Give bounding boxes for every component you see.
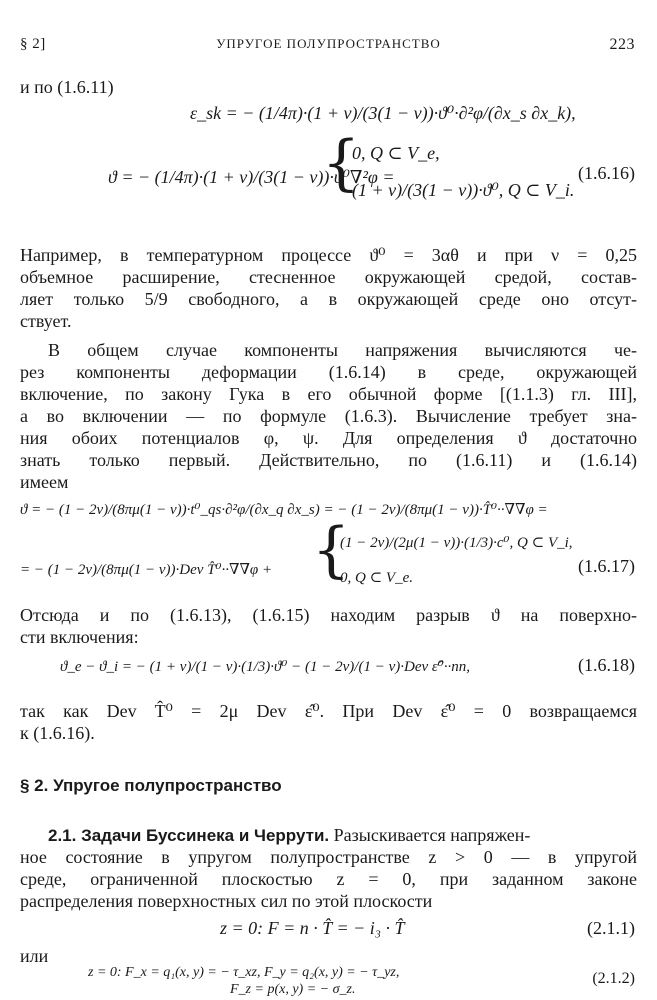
equation-boundary-components-line2: F_z = p(x, y) = − σ_z. <box>230 982 356 997</box>
equation-esk: ε_sk = − (1/4π)·(1 + ν)/(3(1 − ν))·ϑ⁰·∂²φ/(∂x_s ∂x_k), <box>190 103 576 123</box>
equation-number: (1.6.18) <box>578 655 635 675</box>
paragraph-line: объемное расширение, стесненное окружающей средой, состав- <box>20 267 637 287</box>
paragraph-line: к (1.6.16). <box>20 723 95 743</box>
paragraph-line: распределения поверхностных сил по этой плоскости <box>20 891 433 911</box>
equation-number: (1.6.17) <box>578 556 635 576</box>
paragraph-line: В общем случае компоненты напряжения вычисляются че- <box>48 340 637 360</box>
page-number: 223 <box>609 36 635 53</box>
equation-number: (2.1.1) <box>587 918 635 938</box>
paragraph-line: Например, в температурном процессе ϑ⁰ = 3αθ и при ν = 0,25 <box>20 245 637 265</box>
paragraph-line: ния обоих потенциалов φ, ψ. Для определения ϑ достаточно <box>20 428 637 448</box>
equation-number: (1.6.16) <box>578 163 635 183</box>
paragraph-line: среде, ограниченной плоскостью z = 0, при заданном законе <box>20 869 637 889</box>
paragraph-line: так как Dev T̂⁰ = 2μ Dev ε̂⁰. При Dev ε̂⁰ = 0 возвращаемся <box>20 701 637 721</box>
equation-theta-case-inside: (1 + ν)/(3(1 − ν))·ϑ⁰, Q ⊂ V_i. <box>352 180 575 200</box>
running-title: УПРУГОЕ ПОЛУПРОСТРАНСТВО <box>216 36 441 51</box>
equation-boundary-components-line1: z = 0: F_x = q₁(x, y) = − τ_xz, F_y = q₂(x, y) = − τ_yz, <box>88 965 400 980</box>
paragraph-line: ное состояние в упругом полупространстве z > 0 — в упругой <box>20 847 637 867</box>
paragraph-line: включение, по закону Гука в его обычной форме [(1.1.3) гл. III], <box>20 384 637 404</box>
equation-theta-case-outside: 0, Q ⊂ V_e, <box>352 143 440 163</box>
equation-theta-line2: = − (1 − 2ν)/(8πμ(1 − ν))·Dev T̂⁰··∇∇φ + <box>20 562 273 578</box>
paragraph-line <box>48 824 637 847</box>
paragraph-line: а во включении — по формуле (1.6.3). Вычисление требует зна- <box>20 406 637 426</box>
or-word: или <box>20 946 49 966</box>
equation-theta-case-inside: (1 − 2ν)/(2μ(1 − ν))·(1/3)·c⁰, Q ⊂ V_i, <box>340 535 573 551</box>
equation-boundary-vector: z = 0: F = n · T̂ = − i₃ · T̂ <box>220 918 405 938</box>
section-heading: § 2. Упругое полупространство <box>20 776 282 795</box>
intro-text: и по (1.6.11) <box>20 77 114 97</box>
paragraph-line: Отсюда и по (1.6.13), (1.6.15) находим разрыв ϑ на поверхно- <box>20 605 637 625</box>
paragraph-line: ляет только 5/9 свободного, а в окружающей среде оно отсут- <box>20 289 637 309</box>
subsection-title: 2.1. Задачи Буссинека и Черрути. <box>48 826 330 845</box>
paragraph-line: ствует. <box>20 311 72 331</box>
equation-theta: ϑ = − (1/4π)·(1 + ν)/(3(1 − ν))·ϑ⁰∇²φ = <box>108 167 395 187</box>
equation-theta-line1: ϑ = − (1 − 2ν)/(8πμ(1 − ν))·t⁰_qs·∂²φ/(∂x_q ∂x_s) = − (1 − 2ν)/(8πμ(1 − ν))·T̂⁰··∇∇φ = <box>20 502 548 518</box>
paragraph-line: рез компоненты деформации (1.6.14) в среде, окружающей <box>20 362 637 382</box>
paragraph-line: сти включения: <box>20 627 139 647</box>
equation-number: (2.1.2) <box>592 970 635 987</box>
paragraph-text: Разыскивается напряжен- <box>329 825 531 845</box>
left-brace: { <box>312 515 351 585</box>
equation-jump: ϑ_e − ϑ_i = − (1 + ν)/(1 − ν)·(1/3)·ϑ⁰ − (1 − 2ν)/(1 − ν)·Dev ε̂⁰··nn, <box>60 659 471 675</box>
left-brace: { <box>322 128 361 198</box>
section-marker: § 2] <box>20 36 46 52</box>
paragraph-line: знать только первый. Действительно, по (1.6.11) и (1.6.14) <box>20 450 637 470</box>
paragraph-line: имеем <box>20 472 69 492</box>
equation-theta-case-outside: 0, Q ⊂ V_e. <box>340 570 413 586</box>
